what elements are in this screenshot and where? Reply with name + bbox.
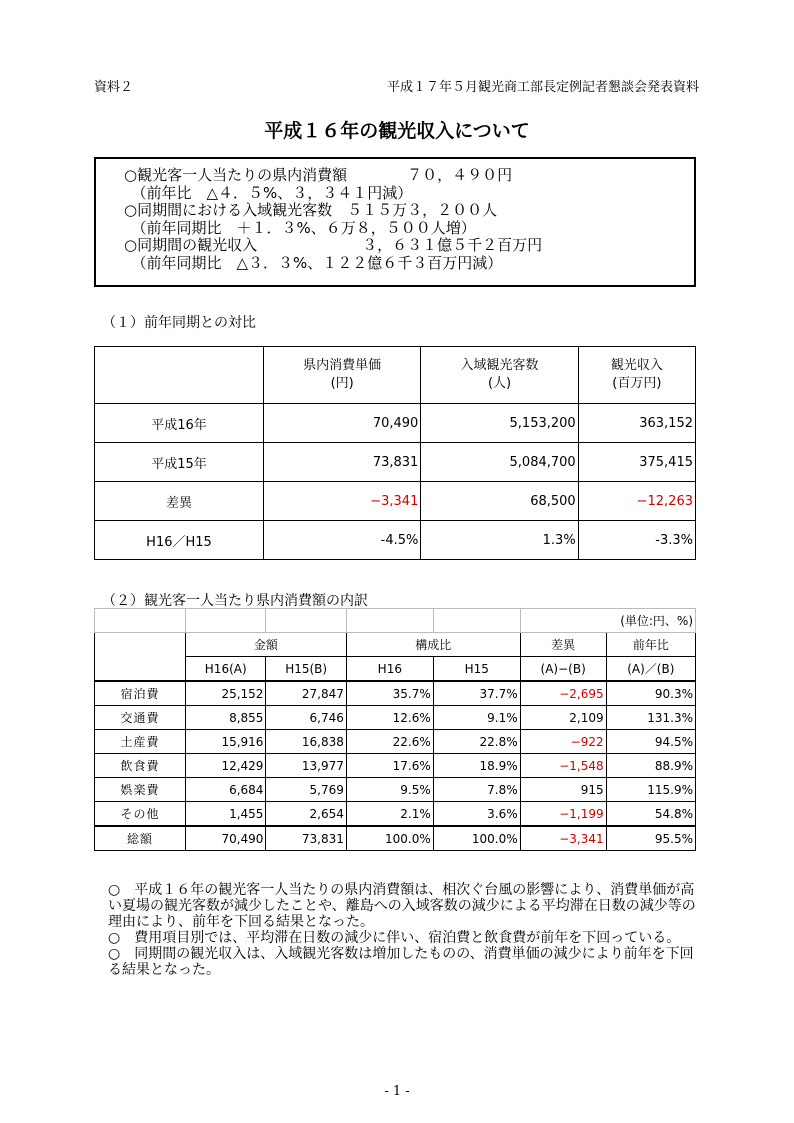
summary-line: ○同期間の観光収入 ３，６３１億５千２百万円: [124, 236, 543, 254]
table-row: [95, 404, 696, 443]
document-label: 資料２: [94, 80, 134, 95]
cell-value: 915: [520, 778, 606, 802]
cell-value-negative: −3,341: [520, 826, 606, 851]
table-row: [95, 521, 696, 560]
cell-value-negative: −12,263: [578, 482, 695, 521]
table-row: [95, 778, 696, 802]
cell-value-negative: −3,341: [264, 482, 421, 521]
row-label: 総額: [95, 826, 186, 851]
cell-value: 100.0%: [346, 826, 433, 851]
row-label: 平成16年: [95, 404, 264, 443]
cell-value: 17.6%: [346, 754, 433, 778]
document-source: 平成１７年５月観光商工部長定例記者懇談会発表資料: [386, 80, 699, 95]
cell-value: 2.1%: [346, 802, 433, 827]
unit-row: [95, 609, 696, 633]
cell-value: 375,415: [578, 443, 695, 482]
cell-value: -4.5%: [264, 521, 421, 560]
group-header-row: [95, 633, 696, 657]
note-paragraph: ○ 費用項目別では、平均滞在日数の減少に伴い、宿泊費と飲食費が前年を下回っている。: [108, 930, 681, 946]
page-number: - 1 -: [384, 1084, 410, 1099]
summary-line: （前年比 △４．５%、３，３４１円減）: [124, 183, 413, 202]
table-row: [95, 730, 696, 754]
cell-value: 22.8%: [433, 730, 520, 754]
row-label: 土産費: [95, 730, 186, 754]
sub-header-row: [95, 657, 696, 682]
cell-value: 2,109: [520, 706, 606, 730]
row-label: 平成15年: [95, 443, 264, 482]
cell-value: 6,684: [186, 778, 266, 802]
grid-cell: [266, 609, 346, 633]
row-label: 宿泊費: [95, 681, 186, 706]
summary-line: ○同期間における入域観光客数 ５１５万３，２００人: [124, 201, 498, 219]
header-label: 県内消費単価: [303, 358, 382, 373]
cell-value: 5,084,700: [421, 443, 578, 482]
cell-value-negative: −922: [520, 730, 606, 754]
cell-value: 25,152: [186, 681, 266, 706]
table-row: [95, 802, 696, 827]
header-unit: (円): [330, 376, 354, 391]
group-header-ratio: 前年比: [606, 633, 695, 657]
table-row: [95, 482, 696, 521]
cell-value: 70,490: [264, 404, 421, 443]
header-unit: (人): [487, 376, 512, 391]
row-label: その他: [95, 802, 186, 827]
notes: [108, 882, 700, 978]
grid-cell: [346, 609, 433, 633]
cell-value: 95.5%: [606, 826, 695, 851]
cell-value: 1,455: [186, 802, 266, 827]
sub-header: H16(A): [186, 657, 266, 682]
header-cell-visitors: [421, 347, 578, 404]
header-cell-revenue: [578, 347, 695, 404]
cell-value: 54.8%: [606, 802, 695, 827]
summary-line: （前年同期比 △３．３%、１２２億６千３百万円減）: [124, 253, 503, 272]
header-unit: (百万円): [612, 376, 662, 391]
cell-value: 12.6%: [346, 706, 433, 730]
header-blank-cell: [95, 347, 264, 404]
table-header-row: [95, 347, 696, 404]
sub-header: H16: [346, 657, 433, 682]
cell-value-negative: −2,695: [520, 681, 606, 706]
total-row: [95, 826, 696, 851]
summary-line: （前年同期比 ＋１．３%、６万８，５００人増）: [124, 218, 476, 237]
cell-value: 5,153,200: [421, 404, 578, 443]
cell-value: 70,490: [186, 826, 266, 851]
cell-value: 115.9%: [606, 778, 695, 802]
cell-value: 2,654: [266, 802, 346, 827]
cell-value: 27,847: [266, 681, 346, 706]
page-title: 平成１６年の観光収入について: [264, 120, 530, 142]
group-header-share: 構成比: [346, 633, 520, 657]
sub-header: H15: [433, 657, 520, 682]
group-header-difference: 差異: [520, 633, 606, 657]
section-1-title: （１）前年同期との対比: [102, 315, 256, 331]
cell-value: 16,838: [266, 730, 346, 754]
cell-value: 37.7%: [433, 681, 520, 706]
cell-value: -3.3%: [578, 521, 695, 560]
cell-value: 131.3%: [606, 706, 695, 730]
cell-value: 15,916: [186, 730, 266, 754]
cell-value: 22.6%: [346, 730, 433, 754]
table-row: [95, 443, 696, 482]
section-2-title: （２）観光客一人当たり県内消費額の内訳: [102, 593, 368, 609]
cell-value: 7.8%: [433, 778, 520, 802]
cell-value: 35.7%: [346, 681, 433, 706]
grid-cell: [433, 609, 520, 633]
cell-value: 8,855: [186, 706, 266, 730]
note-paragraph: ○ 平成１６年の観光客一人当たりの県内消費額は、相次ぐ台風の影響により、消費単価が高い夏場の観光客数が減少したことや、離島への入域客数の減少による平均滞在日数の減少等の理由により、前年を下回る結果となった。: [108, 882, 696, 930]
cell-value: 9.5%: [346, 778, 433, 802]
table-row: [95, 706, 696, 730]
cell-value-negative: −1,199: [520, 802, 606, 827]
cell-value: 88.9%: [606, 754, 695, 778]
row-label: 交通費: [95, 706, 186, 730]
cell-value: 5,769: [266, 778, 346, 802]
cell-value: 73,831: [264, 443, 421, 482]
comparison-table: [94, 346, 696, 560]
note-paragraph: ○ 同期間の観光収入は、入域観光客数は増加したものの、消費単価の減少により前年を下回る結果となった。: [108, 946, 694, 978]
table-row: [95, 681, 696, 706]
unit-label: (単位:円、%): [520, 609, 695, 633]
cell-value: 12,429: [186, 754, 266, 778]
row-label: 娯楽費: [95, 778, 186, 802]
summary-line: ○観光客一人当たりの県内消費額 ７０，４９０円: [124, 166, 513, 184]
cell-value: 9.1%: [433, 706, 520, 730]
cell-value: 68,500: [421, 482, 578, 521]
header-blank-cell: [95, 633, 186, 682]
cell-value: 18.9%: [433, 754, 520, 778]
cell-value: 94.5%: [606, 730, 695, 754]
sub-header: (A)−(B): [520, 657, 606, 682]
group-header-amount: 金額: [186, 633, 347, 657]
cell-value: 90.3%: [606, 681, 695, 706]
cell-value: 13,977: [266, 754, 346, 778]
row-label: 差異: [95, 482, 264, 521]
header-label: 入域観光客数: [460, 358, 539, 373]
row-label: 飲食費: [95, 754, 186, 778]
header-cell-unit-spend: [264, 347, 421, 404]
table-row: [95, 754, 696, 778]
cell-value-negative: −1,548: [520, 754, 606, 778]
grid-cell: [186, 609, 266, 633]
cell-value: 73,831: [266, 826, 346, 851]
sub-header: H15(B): [266, 657, 346, 682]
cell-value: 6,746: [266, 706, 346, 730]
cell-value: 3.6%: [433, 802, 520, 827]
summary-box: [94, 157, 696, 287]
grid-cell: [95, 609, 186, 633]
cell-value: 1.3%: [421, 521, 578, 560]
header-label: 観光収入: [610, 358, 663, 373]
cell-value: 363,152: [578, 404, 695, 443]
sub-header: (A)／(B): [606, 657, 695, 682]
row-label: H16／H15: [95, 521, 264, 560]
breakdown-table: [94, 608, 696, 851]
cell-value: 100.0%: [433, 826, 520, 851]
